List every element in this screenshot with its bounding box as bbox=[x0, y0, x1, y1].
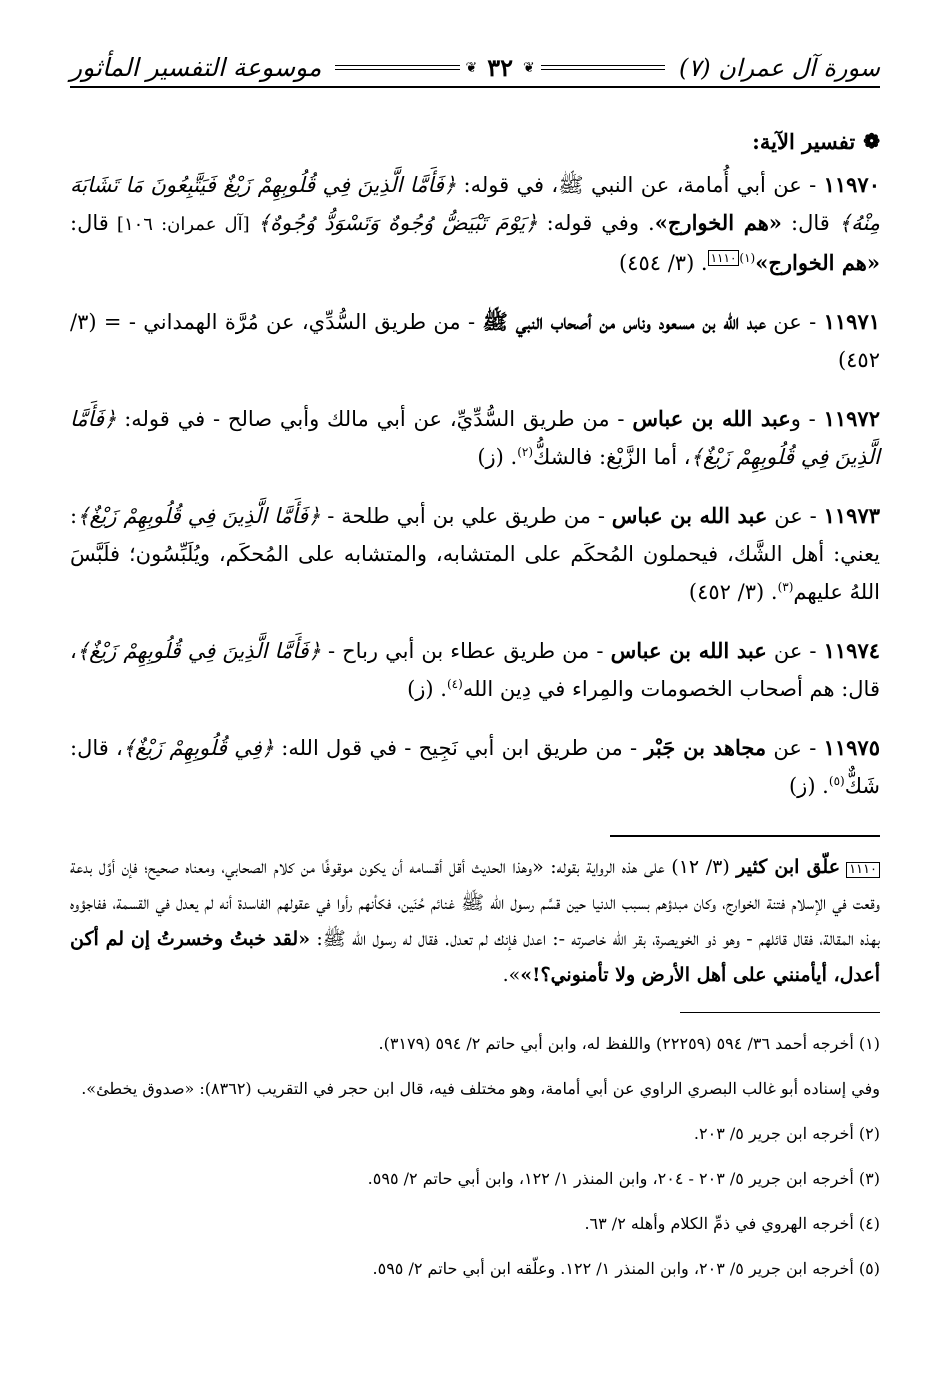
surah-title: سورة آل عمران (٧) bbox=[678, 54, 880, 82]
section-heading-text: تفسير الآية: bbox=[752, 128, 856, 154]
narration-text: ، قال: هم أصحاب الخصومات والمِراء في دِين الله bbox=[70, 639, 880, 701]
narration-text: - عن bbox=[766, 639, 824, 663]
verse-reference: [آل عمران: ١٠٦] bbox=[108, 214, 258, 235]
narration-number: ١١٩٧٤ bbox=[823, 638, 881, 663]
narration-entry bbox=[70, 166, 880, 282]
narration-text: - من طريق السُّدِّيِّ، عن أبي مالك وأبي صالح - في قوله: bbox=[116, 407, 633, 431]
footnote-marker: (١) bbox=[739, 251, 756, 265]
bold-text: «هم الخوارج» bbox=[755, 250, 880, 275]
running-header bbox=[70, 48, 880, 82]
quran-verse: ﴿يَوْمَ تَبْيَضُّ وُجُوهٌ وَتَسْوَدُّ وُجُوهٌ﴾ bbox=[257, 211, 538, 235]
narration-entry bbox=[70, 632, 880, 708]
quran-verse: ﴿فَأَمَّا الَّذِينَ فِي قُلُوبِهِمْ زَيْغٌ فَيَتَّبِعُونَ مَا تَشَابَهَ مِنْهُ﴾ bbox=[70, 173, 881, 235]
page-number: ٣٢ bbox=[487, 53, 514, 82]
narration-entry bbox=[70, 303, 880, 379]
section-heading bbox=[70, 122, 880, 160]
source-reference: . (ز) bbox=[788, 774, 829, 798]
narration-text: - عن أبي أُمامة، عن النبي ﷺ، في قوله: bbox=[456, 173, 824, 197]
quran-verse: ﴿فَأَمَّا الَّذِينَ فِي قُلُوبِهِمْ زَيْغٌ﴾ bbox=[76, 639, 321, 663]
quran-verse: ﴿فَأَمَّا الَّذِينَ فِي قُلُوبِهِمْ زَيْغٌ﴾ bbox=[70, 407, 880, 469]
narration-number: ١١٩٧٢ bbox=[823, 406, 880, 431]
narration-text: ، قال: شَكٌّ bbox=[70, 736, 880, 798]
narration-text: - و bbox=[790, 407, 824, 431]
narration-text: - من طريق السُّدِّي، عن مُرَّة الهمداني - = (٣/ ٤٥٢) bbox=[70, 310, 880, 372]
footnote: (٢) أخرجه ابن جرير ٥/ ٢٠٣. bbox=[693, 1124, 880, 1143]
header-rule-right bbox=[541, 65, 665, 70]
commentary-text: ». bbox=[502, 964, 521, 986]
narration-text: - من طريق ابن أبي نَجِيح - في قول الله: bbox=[274, 736, 645, 760]
source-reference: . (٣/ ٤٥٤) bbox=[618, 251, 708, 275]
page-number-ornament bbox=[335, 53, 665, 82]
encyclopedia-title: موسوعة التفسير المأثور bbox=[70, 53, 322, 82]
narration-text: . وفي قوله: bbox=[537, 211, 655, 235]
narration-entry bbox=[70, 400, 880, 476]
commentary-marker: ١١١٠ bbox=[846, 862, 880, 878]
page bbox=[70, 48, 880, 1299]
footnote-marker: (٥) bbox=[828, 774, 845, 788]
footnote: وفي إسناده أبو غالب البصري الراوي عن أبي أمامة، وهو مختلف فيه، قال ابن حجر في التقريب (٨٣٦٢): «صدوق يخطئ». bbox=[81, 1079, 880, 1098]
footnote-marker: (٢) bbox=[517, 445, 534, 459]
narrator-name: عبد الله بن مسعود وناس من أصحاب النبي ﷺ bbox=[482, 309, 766, 334]
footnote: (٣) أخرجه ابن جرير ٥/ ٢٠٣ - ٢٠٤، وابن المنذر ١/ ١٢٢، وابن أبي حاتم ٢/ ٥٩٥. bbox=[367, 1169, 880, 1188]
footnote: (٤) أخرجه الهروي في ذمِّ الكلام وأهله ٢/ ٦٣. bbox=[584, 1214, 880, 1233]
hadith-quote: «لقد خبتُ وخسرتُ إن لم أكن أعدل، أيأمنني على أهل الأرض ولا تأمنوني؟!» bbox=[70, 928, 880, 986]
source-reference: . (ز) bbox=[477, 445, 518, 469]
narration-text: قال: bbox=[70, 211, 109, 235]
commentary-divider bbox=[610, 835, 880, 837]
quran-verse: ﴿فَأَمَّا الَّذِينَ فِي قُلُوبِهِمْ زَيْغٌ﴾ bbox=[77, 504, 321, 528]
narration-entry bbox=[70, 497, 880, 611]
commentator-name: علّق ابن كثير bbox=[736, 856, 841, 878]
commentary-text: (٣/ ١٢) على هذه الرواية بقوله: «وهذا الحديث أقل أقسامه أن يكون موقوفًا من كلام الصحابي، ومعناه صحيح؛ فإن أوَّل بدعة وقعت في الإسلام فتنة الخوارج، وكان مبدؤهم بسبب الدنيا حين قسَّم رسول الله ﷺ غنائم حُنَين، فكأنهم رأوا في عقولهم الفاسدة أنه لم يعدل في القسمة، ففاجؤوه بهذه المقالة، فقال قائلهم - وهو ذو الخويصرة، بقر الله خاصرته -: اعدل فإنك لم تعدل. فقال له رسول الله ﷺ: bbox=[70, 856, 880, 950]
footnote-marker: (٣) bbox=[777, 580, 794, 594]
header-underline bbox=[70, 86, 880, 88]
ornament-icon: ❦ bbox=[465, 59, 478, 76]
quran-verse: ﴿فِي قُلُوبِهِمْ زَيْغٌ﴾ bbox=[122, 736, 274, 760]
narration-number: ١١٩٧٣ bbox=[823, 503, 881, 528]
commentary-note bbox=[70, 849, 880, 993]
source-reference: . (٣/ ٤٥٢) bbox=[688, 580, 778, 604]
bold-text: «هم الخوارج» bbox=[654, 210, 782, 235]
footnote: (٥) أخرجه ابن جرير ٥/ ٢٠٣، وابن المنذر ١/ ١٢٢. وعلّقه ابن أبي حاتم ٢/ ٥٩٥. bbox=[372, 1259, 880, 1278]
footnote: (١) أخرجه أحمد ٣٦/ ٥٩٤ (٢٢٢٥٩) واللفظ له، وابن أبي حاتم ٢/ ٥٩٤ (٣١٧٩). bbox=[378, 1034, 880, 1053]
narrator-name: عبد الله بن عباس bbox=[632, 406, 791, 431]
narration-text: ، أما الزَّيْغ: فالشكُّ bbox=[533, 445, 691, 469]
footnote-marker: (٤) bbox=[446, 677, 463, 691]
narrator-name: عبد الله بن عباس bbox=[610, 638, 767, 663]
narration-text: قال: bbox=[781, 211, 839, 235]
narration-text: : يعني: أهل الشَّك، فيحملون المُحكَم على المتشابه، والمتشابه على المُحكَم، ويُلَبِّسُون؛ فلَبَّسَ اللهُ عليهم bbox=[70, 504, 880, 604]
footnotes bbox=[70, 1029, 880, 1283]
source-reference: . (ز) bbox=[407, 677, 447, 701]
footnotes-divider bbox=[680, 1012, 880, 1013]
ornament-icon: ❦ bbox=[523, 59, 535, 76]
narrator-name: مجاهد بن جَبْر bbox=[644, 735, 767, 760]
narration-text: - عن bbox=[767, 504, 824, 528]
narration-text: - عن bbox=[766, 736, 824, 760]
narration-number: ١١٩٧١ bbox=[823, 309, 881, 334]
narration-number: ١١٩٧٠ bbox=[823, 172, 880, 197]
flower-icon: ❁ bbox=[863, 129, 880, 153]
narration-text: - من طريق عطاء بن أبي رباح - bbox=[320, 639, 611, 663]
narrator-name: عبد الله بن عباس bbox=[611, 503, 768, 528]
narration-text: - عن bbox=[765, 310, 824, 334]
header-rule-left bbox=[335, 65, 459, 70]
narration-number: ١١٩٧٥ bbox=[823, 735, 880, 760]
narration-text: - من طريق علي بن أبي طلحة - bbox=[320, 504, 612, 528]
narration-entry bbox=[70, 729, 880, 805]
commentary-marker: ١١١٠ bbox=[708, 250, 740, 266]
